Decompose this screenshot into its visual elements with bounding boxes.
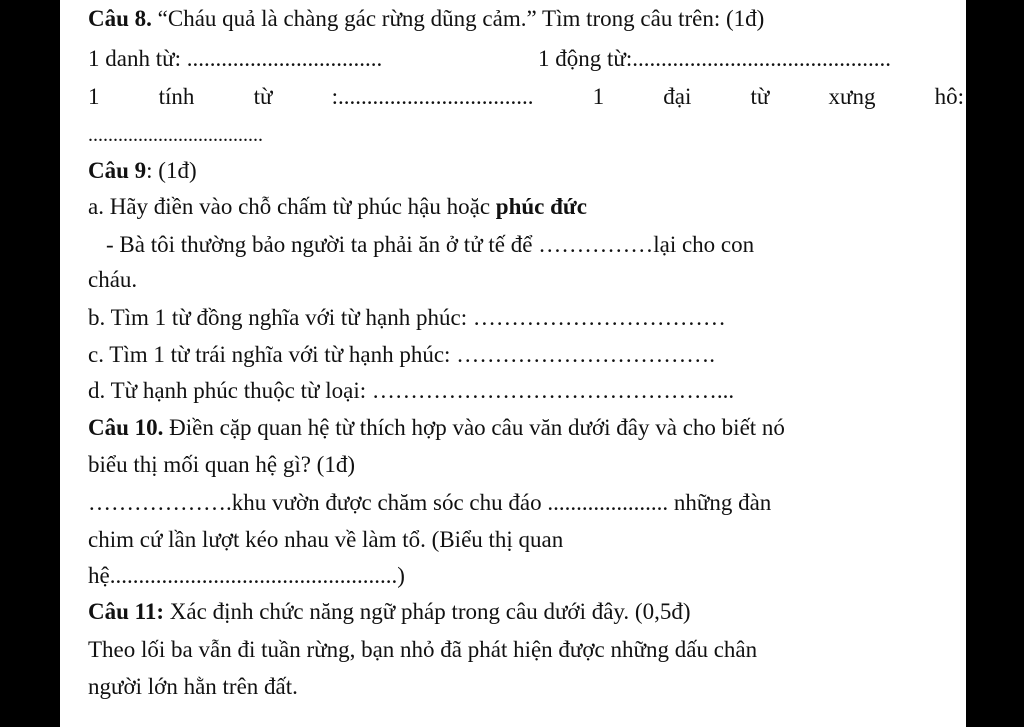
adj-part: xưng — [828, 84, 876, 109]
q8-label: Câu 8. — [88, 6, 152, 31]
q11-line2: Theo lối ba vẫn đi tuần rừng, bạn nhỏ đã phát hiện được những dấu chân — [88, 637, 758, 662]
q11-line — [88, 597, 691, 627]
adj-part: từ — [750, 84, 770, 109]
adj-part: :.................................. — [331, 84, 534, 109]
q9-b: b. Tìm 1 từ đồng nghĩa với từ hạnh phúc: …………………………… — [88, 305, 726, 330]
q9-a — [88, 192, 587, 222]
q8-verb-line — [538, 44, 891, 74]
q10-line3: ……………….khu vườn được chăm sóc chu đáo ..................... những đàn — [88, 490, 772, 515]
q9-score: : (1đ) — [146, 158, 197, 183]
q11-line3: người lớn hằn trên đất. — [88, 674, 298, 699]
adj-part: 1 — [88, 84, 100, 109]
q8-dots: ................................... — [88, 124, 263, 146]
q9-a-sentence: - Bà tôi thường bảo người ta phải ăn ở tử tế để ……………lại cho con — [106, 232, 755, 257]
q9-heading — [88, 156, 197, 186]
q10-line — [88, 413, 785, 443]
q10-line4: chim cứ lần lượt kéo nhau về làm tổ. (Biểu thị quan — [88, 527, 564, 552]
q10-text: Điền cặp quan hệ từ thích hợp vào câu văn dưới đây và cho biết nó — [163, 415, 785, 440]
q10-line2: biểu thị mối quan hệ gì? (1đ) — [88, 452, 355, 477]
q8-noun-line — [88, 44, 382, 74]
q9-c: c. Tìm 1 từ trái nghĩa với từ hạnh phúc: ……………………………. — [88, 342, 715, 367]
q11-text: Xác định chức năng ngữ pháp trong câu dưới đây. (0,5đ) — [164, 599, 691, 624]
q8-verb: 1 động từ:............................................. — [538, 46, 891, 71]
q8-line — [88, 4, 764, 34]
adj-part: đại — [663, 84, 692, 109]
adj-part: tính — [158, 84, 195, 109]
q9-a-bold: phúc đức — [495, 194, 587, 219]
document-page — [60, 0, 966, 727]
q9-label: Câu 9 — [88, 158, 147, 183]
q8-text: “Cháu quả là chàng gác rừng dũng cảm.” Tìm trong câu trên: (1đ) — [151, 6, 765, 31]
q9-a-cont: cháu. — [88, 267, 138, 292]
q9-d: d. Từ hạnh phúc thuộc từ loại: ………………………………………... — [88, 378, 735, 403]
q11-label: Câu 11: — [88, 599, 165, 624]
q8-noun: 1 danh từ: .................................. — [88, 46, 383, 71]
adj-part: từ — [253, 84, 273, 109]
q8-adj-line — [88, 82, 964, 112]
q10-label: Câu 10. — [88, 415, 164, 440]
adj-part: 1 — [592, 84, 605, 109]
q9-a-text: a. Hãy điền vào chỗ chấm từ phúc hậu hoặc — [88, 194, 496, 219]
adj-part: hô: — [934, 84, 964, 109]
q10-line5: hệ..................................................) — [88, 563, 405, 588]
